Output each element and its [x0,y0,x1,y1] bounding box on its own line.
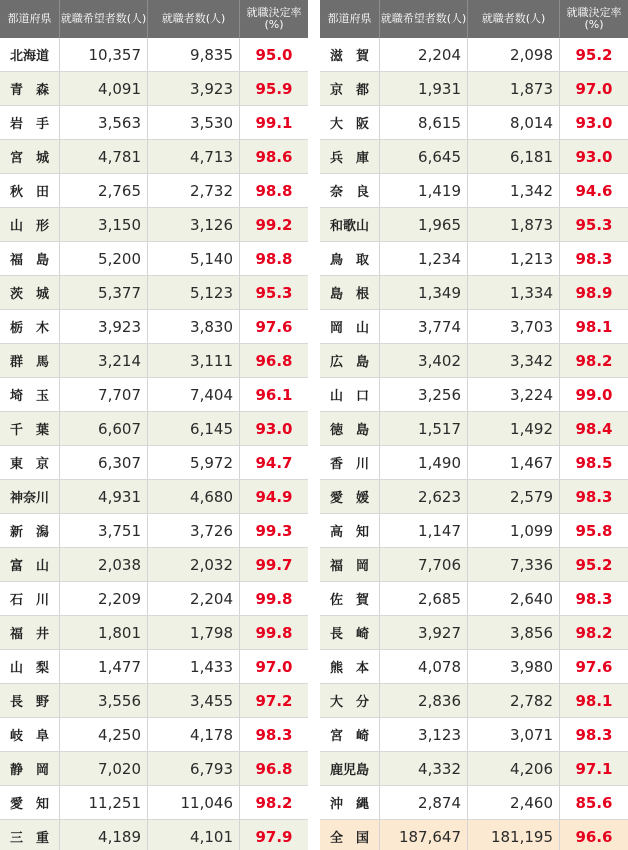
employed-cell: 2,032 [148,548,240,581]
employment-table-left [0,0,308,850]
rate-cell: 98.1 [575,691,613,710]
prefecture-cell: 愛 知 [0,786,60,819]
applicants-cell: 1,419 [380,174,468,207]
employed-cell: 2,098 [468,38,560,71]
prefecture-cell: 山 梨 [0,650,60,683]
table-row [320,616,628,650]
table-row [320,480,628,514]
applicants-cell: 4,189 [60,820,148,850]
applicants-cell: 1,931 [380,72,468,105]
applicants-cell: 3,563 [60,106,148,139]
table-row [0,140,308,174]
table-row [0,276,308,310]
prefecture-cell: 全 国 [320,820,380,850]
employed-cell: 7,404 [148,378,240,411]
table-row [0,786,308,820]
rate-cell: 98.3 [255,725,293,744]
applicants-cell: 1,965 [380,208,468,241]
header-employed: 就職者数(人) [148,0,240,38]
table-header [0,0,308,38]
prefecture-cell: 福 岡 [320,548,380,581]
table-row [0,820,308,850]
rate-cell: 99.1 [255,113,293,132]
applicants-cell: 7,707 [60,378,148,411]
rate-cell: 98.8 [255,181,293,200]
employed-cell: 3,071 [468,718,560,751]
table-row [0,106,308,140]
table-row [0,310,308,344]
prefecture-cell: 岐 阜 [0,718,60,751]
applicants-cell: 2,836 [380,684,468,717]
header-rate-unit: (%) [264,18,284,31]
table-row [320,378,628,412]
employed-cell: 1,334 [468,276,560,309]
employed-cell: 4,206 [468,752,560,785]
applicants-cell: 1,801 [60,616,148,649]
prefecture-cell: 新 潟 [0,514,60,547]
employed-cell: 1,873 [468,208,560,241]
prefecture-cell: 山 口 [320,378,380,411]
applicants-cell: 2,038 [60,548,148,581]
prefecture-cell: 沖 縄 [320,786,380,819]
prefecture-cell: 京 都 [320,72,380,105]
rate-cell: 98.5 [575,453,613,472]
table-row [320,140,628,174]
prefecture-cell: 宮 崎 [320,718,380,751]
rate-cell: 97.2 [255,691,293,710]
table-row [0,446,308,480]
table-body-right [320,38,628,850]
applicants-cell: 4,078 [380,650,468,683]
employed-cell: 3,224 [468,378,560,411]
table-row [0,72,308,106]
employed-cell: 2,732 [148,174,240,207]
header-employed: 就職者数(人) [468,0,560,38]
employed-cell: 1,873 [468,72,560,105]
applicants-cell: 1,477 [60,650,148,683]
prefecture-cell: 大 分 [320,684,380,717]
rate-cell: 85.6 [575,793,613,812]
rate-cell: 95.3 [575,215,613,234]
table-row [320,344,628,378]
rate-cell: 97.0 [575,79,613,98]
prefecture-cell: 大 阪 [320,106,380,139]
prefecture-cell: 埼 玉 [0,378,60,411]
table-header [320,0,628,38]
rate-cell: 98.2 [255,793,293,812]
employed-cell: 6,181 [468,140,560,173]
header-rate [240,0,308,38]
table-row [0,38,308,72]
applicants-cell: 6,607 [60,412,148,445]
table-row [320,446,628,480]
table-row [320,174,628,208]
applicants-cell: 8,615 [380,106,468,139]
applicants-cell: 3,214 [60,344,148,377]
employed-cell: 2,460 [468,786,560,819]
rate-cell: 94.6 [575,181,613,200]
employed-cell: 1,433 [148,650,240,683]
employed-cell: 11,046 [148,786,240,819]
table-row [320,514,628,548]
applicants-cell: 187,647 [380,820,468,850]
prefecture-cell: 宮 城 [0,140,60,173]
table-row [0,174,308,208]
prefecture-cell: 山 形 [0,208,60,241]
applicants-cell: 2,623 [380,480,468,513]
table-row [0,242,308,276]
rate-cell: 98.6 [255,147,293,166]
employed-cell: 1,099 [468,514,560,547]
employed-cell: 3,126 [148,208,240,241]
rate-cell: 99.8 [255,623,293,642]
rate-cell: 95.3 [255,283,293,302]
employed-cell: 7,336 [468,548,560,581]
employed-cell: 3,530 [148,106,240,139]
applicants-cell: 6,645 [380,140,468,173]
rate-cell: 98.9 [575,283,613,302]
header-rate [560,0,628,38]
table-row [320,242,628,276]
employed-cell: 8,014 [468,106,560,139]
prefecture-cell: 熊 本 [320,650,380,683]
applicants-cell: 3,923 [60,310,148,343]
table-row [0,548,308,582]
prefecture-cell: 徳 島 [320,412,380,445]
rate-cell: 96.8 [255,351,293,370]
table-row [320,650,628,684]
prefecture-cell: 広 島 [320,344,380,377]
prefecture-cell: 三 重 [0,820,60,850]
rate-cell: 95.9 [255,79,293,98]
rate-cell: 96.8 [255,759,293,778]
header-prefecture: 都道府県 [320,0,380,38]
table-row [320,276,628,310]
applicants-cell: 3,774 [380,310,468,343]
applicants-cell: 2,685 [380,582,468,615]
prefecture-cell: 群 馬 [0,344,60,377]
applicants-cell: 4,332 [380,752,468,785]
applicants-cell: 10,357 [60,38,148,71]
prefecture-cell: 鹿児島 [320,752,380,785]
applicants-cell: 3,256 [380,378,468,411]
table-row [320,106,628,140]
applicants-cell: 4,931 [60,480,148,513]
rate-cell: 93.0 [255,419,293,438]
applicants-cell: 2,765 [60,174,148,207]
table-body-left [0,38,308,850]
employed-cell: 3,703 [468,310,560,343]
employed-cell: 4,713 [148,140,240,173]
employed-cell: 5,123 [148,276,240,309]
prefecture-cell: 岩 手 [0,106,60,139]
applicants-cell: 5,377 [60,276,148,309]
prefecture-cell: 香 川 [320,446,380,479]
applicants-cell: 3,751 [60,514,148,547]
prefecture-cell: 和歌山 [320,208,380,241]
table-row [0,650,308,684]
table-row [320,548,628,582]
applicants-cell: 6,307 [60,446,148,479]
header-prefecture: 都道府県 [0,0,60,38]
applicants-cell: 2,209 [60,582,148,615]
applicants-cell: 3,556 [60,684,148,717]
rate-cell: 93.0 [575,147,613,166]
applicants-cell: 1,147 [380,514,468,547]
employed-cell: 3,726 [148,514,240,547]
rate-cell: 99.3 [255,521,293,540]
header-rate-label: 就職決定率 [246,6,302,19]
applicants-cell: 4,091 [60,72,148,105]
prefecture-cell: 茨 城 [0,276,60,309]
table-row-total [320,820,628,850]
prefecture-cell: 滋 賀 [320,38,380,71]
table-row [0,684,308,718]
header-applicants: 就職希望者数(人) [60,0,148,38]
applicants-cell: 3,927 [380,616,468,649]
applicants-cell: 1,490 [380,446,468,479]
rate-cell: 99.2 [255,215,293,234]
employed-cell: 2,204 [148,582,240,615]
applicants-cell: 1,234 [380,242,468,275]
rate-cell: 99.7 [255,555,293,574]
rate-cell: 99.0 [575,385,613,404]
header-rate-label: 就職決定率 [566,6,622,19]
rate-cell: 98.2 [575,351,613,370]
employed-cell: 2,579 [468,480,560,513]
table-row [0,412,308,446]
table-row [320,72,628,106]
employed-cell: 3,980 [468,650,560,683]
employed-cell: 181,195 [468,820,560,850]
rate-cell: 98.2 [575,623,613,642]
prefecture-cell: 兵 庫 [320,140,380,173]
rate-cell: 95.0 [255,45,293,64]
employed-cell: 4,178 [148,718,240,751]
prefecture-cell: 鳥 取 [320,242,380,275]
prefecture-cell: 東 京 [0,446,60,479]
rate-cell: 96.1 [255,385,293,404]
rate-cell: 98.3 [575,487,613,506]
table-row [320,38,628,72]
table-row [320,786,628,820]
rate-cell: 95.8 [575,521,613,540]
rate-cell: 95.2 [575,45,613,64]
rate-cell: 97.6 [575,657,613,676]
employed-cell: 2,640 [468,582,560,615]
employed-cell: 4,101 [148,820,240,850]
employed-cell: 1,342 [468,174,560,207]
applicants-cell: 3,123 [380,718,468,751]
employed-cell: 3,342 [468,344,560,377]
prefecture-cell: 北海道 [0,38,60,71]
employed-cell: 1,467 [468,446,560,479]
applicants-cell: 1,517 [380,412,468,445]
rate-cell: 98.4 [575,419,613,438]
employed-cell: 2,782 [468,684,560,717]
applicants-cell: 1,349 [380,276,468,309]
table-row [320,412,628,446]
table-row [0,514,308,548]
table-row [0,616,308,650]
table-row [320,684,628,718]
employed-cell: 3,830 [148,310,240,343]
header-applicants: 就職希望者数(人) [380,0,468,38]
table-row [320,582,628,616]
prefecture-cell: 奈 良 [320,174,380,207]
prefecture-cell: 千 葉 [0,412,60,445]
employment-table-right [320,0,628,850]
table-row [0,752,308,786]
employed-cell: 5,972 [148,446,240,479]
prefecture-cell: 神奈川 [0,480,60,513]
rate-cell: 98.3 [575,725,613,744]
prefecture-cell: 青 森 [0,72,60,105]
employed-cell: 6,793 [148,752,240,785]
employed-cell: 3,923 [148,72,240,105]
prefecture-cell: 長 野 [0,684,60,717]
prefecture-cell: 島 根 [320,276,380,309]
prefecture-cell: 岡 山 [320,310,380,343]
rate-cell: 97.6 [255,317,293,336]
prefecture-cell: 富 山 [0,548,60,581]
rate-cell: 94.7 [255,453,293,472]
employed-cell: 1,798 [148,616,240,649]
applicants-cell: 3,402 [380,344,468,377]
applicants-cell: 2,204 [380,38,468,71]
prefecture-cell: 高 知 [320,514,380,547]
prefecture-cell: 石 川 [0,582,60,615]
table-row [320,208,628,242]
applicants-cell: 2,874 [380,786,468,819]
prefecture-cell: 静 岡 [0,752,60,785]
table-row [0,582,308,616]
rate-cell: 93.0 [575,113,613,132]
rate-cell: 99.8 [255,589,293,608]
rate-cell: 98.3 [575,589,613,608]
rate-cell: 98.1 [575,317,613,336]
employed-cell: 3,856 [468,616,560,649]
employed-cell: 3,111 [148,344,240,377]
employed-cell: 1,213 [468,242,560,275]
applicants-cell: 4,781 [60,140,148,173]
rate-cell: 97.9 [255,827,293,846]
employed-cell: 4,680 [148,480,240,513]
rate-cell: 98.3 [575,249,613,268]
table-row [0,344,308,378]
rate-cell: 96.6 [575,827,613,846]
header-rate-unit: (%) [584,18,604,31]
table-row [0,208,308,242]
table-row [0,480,308,514]
table-row [0,718,308,752]
rate-cell: 94.9 [255,487,293,506]
prefecture-cell: 長 崎 [320,616,380,649]
employed-cell: 5,140 [148,242,240,275]
prefecture-cell: 秋 田 [0,174,60,207]
employed-cell: 9,835 [148,38,240,71]
applicants-cell: 11,251 [60,786,148,819]
prefecture-cell: 佐 賀 [320,582,380,615]
prefecture-cell: 福 井 [0,616,60,649]
applicants-cell: 7,020 [60,752,148,785]
applicants-cell: 3,150 [60,208,148,241]
employed-cell: 6,145 [148,412,240,445]
applicants-cell: 5,200 [60,242,148,275]
employed-cell: 3,455 [148,684,240,717]
rate-cell: 97.1 [575,759,613,778]
rate-cell: 97.0 [255,657,293,676]
applicants-cell: 7,706 [380,548,468,581]
table-row [320,718,628,752]
applicants-cell: 4,250 [60,718,148,751]
prefecture-cell: 愛 媛 [320,480,380,513]
prefecture-cell: 福 島 [0,242,60,275]
rate-cell: 95.2 [575,555,613,574]
employed-cell: 1,492 [468,412,560,445]
table-row [320,752,628,786]
prefecture-cell: 栃 木 [0,310,60,343]
table-row [320,310,628,344]
rate-cell: 98.8 [255,249,293,268]
table-row [0,378,308,412]
